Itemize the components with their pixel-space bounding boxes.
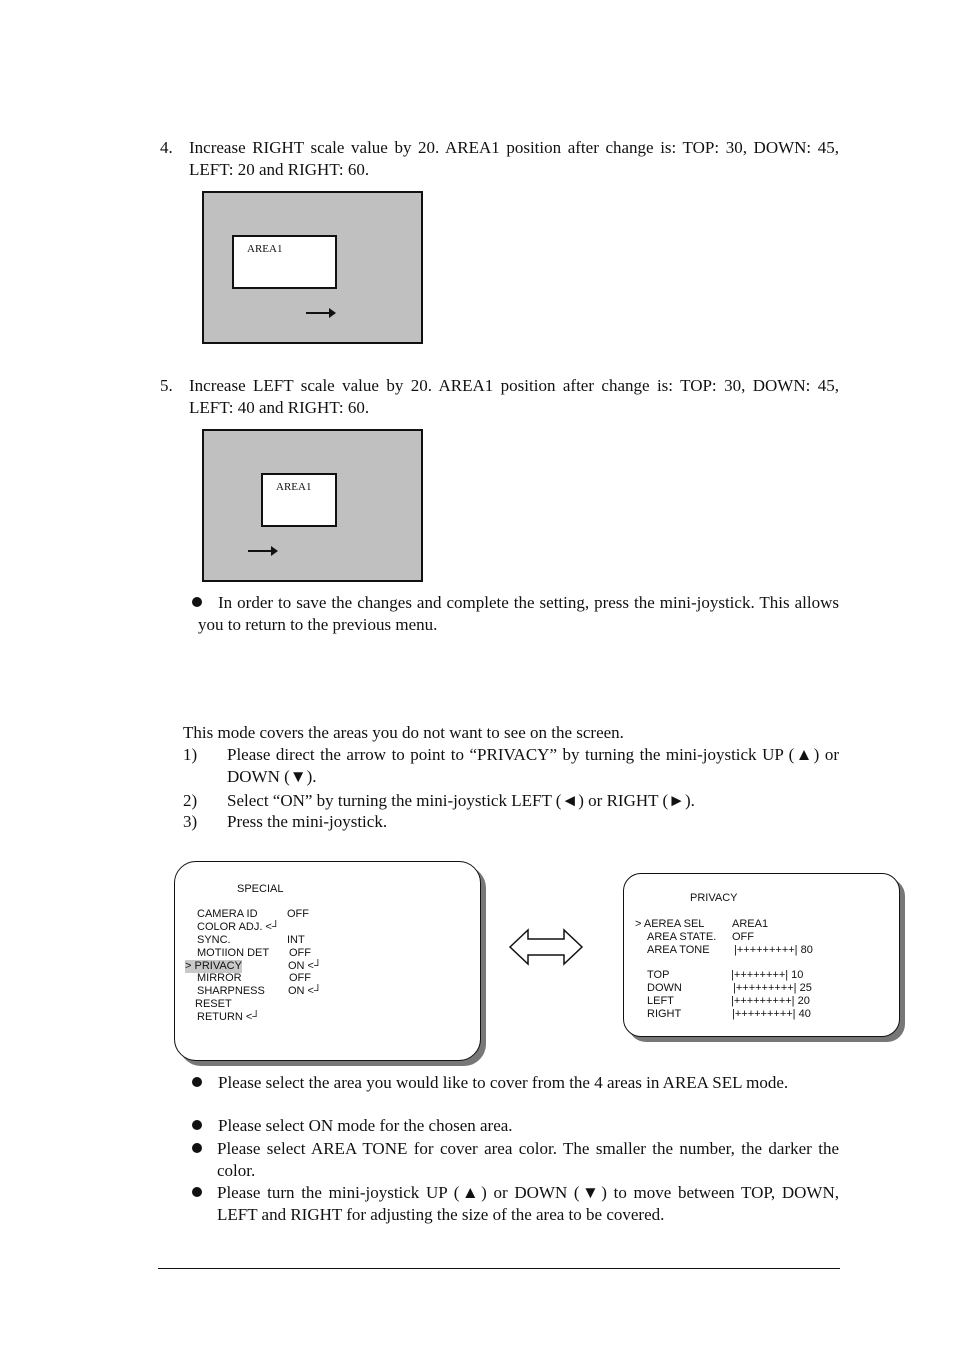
privacy-item-area-state: AREA STATE. bbox=[647, 931, 717, 943]
privacy-item-down: DOWN bbox=[647, 982, 682, 994]
menu-value-motion-det: OFF bbox=[289, 947, 311, 959]
step-5-text: Increase LEFT scale value by 20. AREA1 position after change is: TOP: 30, DOWN: 45, LEFT: 40 and RIGHT: 60. bbox=[189, 376, 839, 417]
save-note: In order to save the changes and complete the setting, press the mini-joystick. This allows you to return to the previous menu. bbox=[198, 593, 839, 634]
menu-value-camera-id: OFF bbox=[287, 908, 309, 920]
privacy-value-down: |+++++++++| 25 bbox=[733, 982, 812, 994]
footer-rule bbox=[158, 1268, 840, 1269]
arrow-right-icon bbox=[248, 550, 274, 552]
figure-right-scale bbox=[202, 191, 423, 344]
privacy-value-top: |++++++++| 10 bbox=[731, 969, 804, 981]
privacy-menu-screen bbox=[623, 873, 900, 1037]
privacy-step-1-number: 1) bbox=[183, 745, 198, 764]
privacy-step-3-text: Press the mini-joystick. bbox=[227, 812, 388, 831]
privacy-value-area-state: OFF bbox=[732, 931, 754, 943]
privacy-step-1-text: Please direct the arrow to point to “PRIVACY” by turning the mini-joystick UP (▲) or DOWN (▼). bbox=[227, 745, 839, 786]
note-area-tone: Please select AREA TONE for cover area color. The smaller the number, the darker the color. bbox=[217, 1139, 839, 1180]
menu-item-privacy-selected: > PRIVACY bbox=[185, 960, 242, 972]
area1-label: AREA1 bbox=[247, 243, 283, 255]
privacy-item-top: TOP bbox=[647, 969, 670, 981]
privacy-step-2-text: Select “ON” by turning the mini-joystick LEFT (◄) or RIGHT (►). bbox=[227, 791, 695, 810]
bullet-icon bbox=[192, 1187, 202, 1197]
privacy-step-3-number: 3) bbox=[183, 812, 198, 831]
menu-value-privacy: ON <┘ bbox=[288, 960, 322, 972]
privacy-value-area-sel: AREA1 bbox=[732, 918, 769, 930]
privacy-menu-title: PRIVACY bbox=[690, 892, 738, 904]
privacy-step-2-number: 2) bbox=[183, 791, 198, 810]
note-joystick-move: Please turn the mini-joystick UP (▲) or DOWN (▼) to move between TOP, DOWN, LEFT and RIGHT for adjusting the size of the area to be covered. bbox=[217, 1183, 839, 1224]
bullet-icon bbox=[192, 1143, 202, 1153]
menu-item-sharpness: SHARPNESS bbox=[197, 985, 265, 997]
menu-item-reset: RESET bbox=[195, 998, 232, 1010]
area1-box bbox=[261, 473, 337, 527]
privacy-item-area-sel: > AEREA SEL bbox=[635, 918, 705, 930]
double-arrow-icon bbox=[508, 928, 584, 966]
note-on-mode: Please select ON mode for the chosen area. bbox=[218, 1116, 513, 1135]
menu-value-mirror: OFF bbox=[289, 972, 311, 984]
menu-value-sharpness: ON <┘ bbox=[288, 985, 322, 997]
special-menu-title: SPECIAL bbox=[237, 883, 284, 895]
menu-item-return: RETURN <┘ bbox=[197, 1011, 261, 1023]
menu-item-sync: SYNC. bbox=[197, 934, 231, 946]
privacy-value-right: |+++++++++| 40 bbox=[732, 1008, 811, 1020]
menu-value-sync: INT bbox=[287, 934, 305, 946]
menu-item-camera-id: CAMERA ID bbox=[197, 908, 258, 920]
privacy-item-area-tone: AREA TONE bbox=[647, 944, 710, 956]
area1-box bbox=[232, 235, 337, 289]
step-5-number: 5. bbox=[160, 376, 173, 395]
step-4-text: Increase RIGHT scale value by 20. AREA1 position after change is: TOP: 30, DOWN: 45, LEFT: 20 and RIGHT: 60. bbox=[189, 138, 839, 179]
menu-item-motion-det: MOTIION DET bbox=[197, 947, 270, 959]
figure-left-scale bbox=[202, 429, 423, 582]
privacy-item-left: LEFT bbox=[647, 995, 674, 1007]
arrow-right-icon bbox=[306, 312, 332, 314]
privacy-intro: This mode covers the areas you do not want to see on the screen. bbox=[183, 723, 624, 742]
step-4-number: 4. bbox=[160, 138, 173, 157]
privacy-value-area-tone: |+++++++++| 80 bbox=[734, 944, 813, 956]
area1-label: AREA1 bbox=[276, 481, 312, 493]
special-menu-screen bbox=[174, 861, 481, 1061]
note-area-sel: Please select the area you would like to cover from the 4 areas in AREA SEL mode. bbox=[218, 1073, 789, 1092]
bullet-icon bbox=[192, 1120, 202, 1130]
privacy-value-left: |+++++++++| 20 bbox=[731, 995, 810, 1007]
menu-item-mirror: MIRROR bbox=[197, 972, 242, 984]
privacy-item-right: RIGHT bbox=[647, 1008, 682, 1020]
menu-item-color-adj: COLOR ADJ. <┘ bbox=[197, 921, 280, 933]
